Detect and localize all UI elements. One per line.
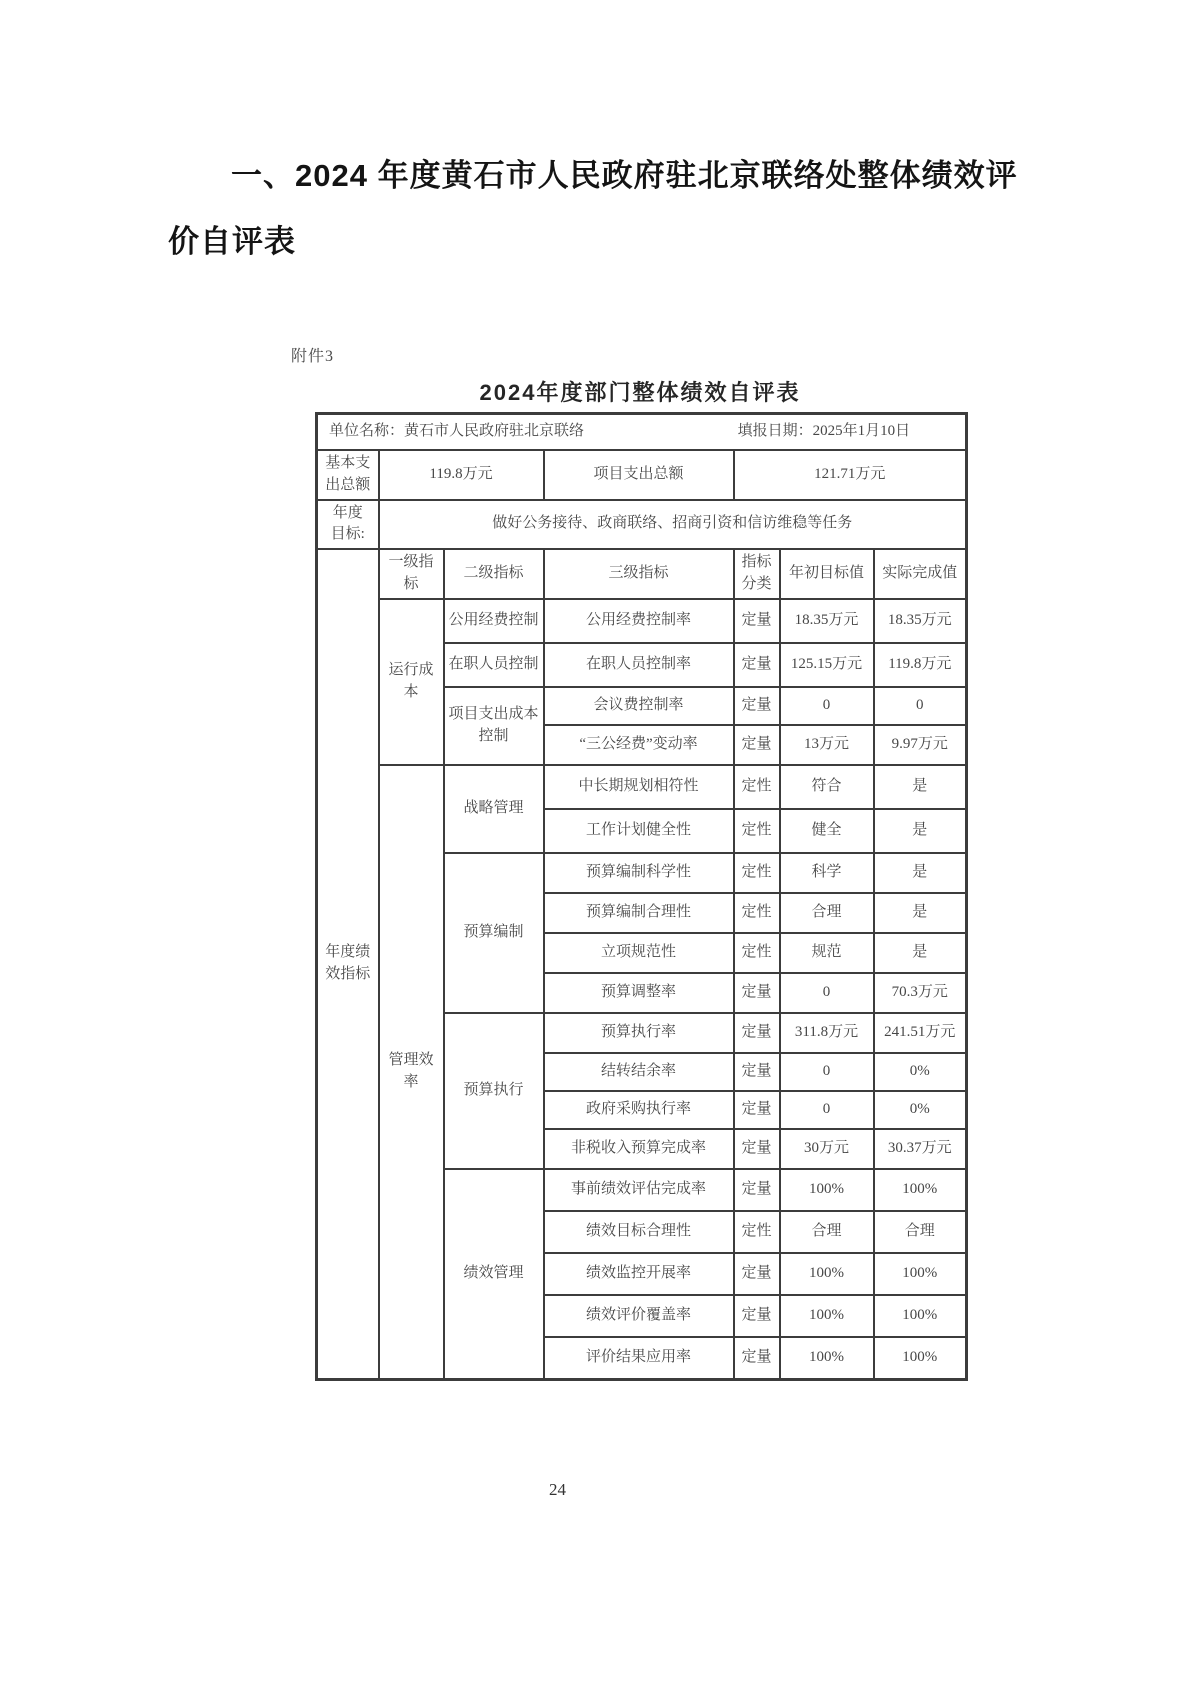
basic-expense-value: 119.8万元: [379, 450, 544, 500]
cell-type: 定量: [734, 1337, 780, 1380]
cell-actual: 100%: [874, 1253, 967, 1295]
cell-target: 0: [780, 973, 874, 1013]
page-heading-line1: 一、2024 年度黄石市人民政府驻北京联络处整体绩效评: [231, 158, 1018, 193]
cell-actual: 241.51万元: [874, 1013, 967, 1053]
cell-target: 125.15万元: [780, 643, 874, 687]
cell-actual: 是: [874, 809, 967, 853]
cell-actual: 0: [874, 687, 967, 725]
cell-indicator: 立项规范性: [544, 933, 734, 973]
cell-type: 定性: [734, 933, 780, 973]
cell-type: 定性: [734, 1211, 780, 1253]
cell-actual: 合理: [874, 1211, 967, 1253]
cell-actual: 是: [874, 853, 967, 893]
cell-target: 0: [780, 687, 874, 725]
cell-actual: 119.8万元: [874, 643, 967, 687]
cell-actual: 18.35万元: [874, 599, 967, 643]
cell-actual: 是: [874, 933, 967, 973]
col-header-level3: 三级指标: [544, 549, 734, 599]
cell-actual: 30.37万元: [874, 1129, 967, 1169]
cell-type: 定量: [734, 1129, 780, 1169]
col-header-target: 年初目标值: [780, 549, 874, 599]
cell-type: 定量: [734, 1013, 780, 1053]
cell-indicator: 工作计划健全性: [544, 809, 734, 853]
cell-level1: 运行成本: [379, 599, 444, 765]
cell-actual: 100%: [874, 1337, 967, 1380]
cell-target: 311.8万元: [780, 1013, 874, 1053]
attachment-label: 附件3: [291, 348, 335, 365]
cell-level2: 公用经费控制: [444, 599, 544, 643]
cell-indicator: 政府采购执行率: [544, 1091, 734, 1129]
cell-target: 18.35万元: [780, 599, 874, 643]
table-row: [317, 450, 967, 500]
cell-indicator: 预算执行率: [544, 1013, 734, 1053]
cell-indicator: 会议费控制率: [544, 687, 734, 725]
cell-target: 100%: [780, 1337, 874, 1380]
page-number: 24: [549, 1480, 566, 1499]
cell-indicator: “三公经费”变动率: [544, 725, 734, 765]
report-date: 填报日期：2025年1月10日: [737, 423, 911, 440]
cell-actual: 100%: [874, 1169, 967, 1211]
cell-indicator: 绩效评价覆盖率: [544, 1295, 734, 1337]
cell-type: 定量: [734, 1295, 780, 1337]
col-header-type: 指标分类: [734, 549, 780, 599]
cell-actual: 70.3万元: [874, 973, 967, 1013]
cell-actual: 是: [874, 765, 967, 809]
cell-level2: 在职人员控制: [444, 643, 544, 687]
cell-actual: 0%: [874, 1053, 967, 1091]
cell-indicator: 绩效目标合理性: [544, 1211, 734, 1253]
unit-name: 单位名称：黄石市人民政府驻北京联络: [329, 423, 585, 440]
cell-actual: 是: [874, 893, 967, 933]
cell-target: 100%: [780, 1295, 874, 1337]
table-row: [317, 500, 967, 550]
table-header-row: [317, 549, 967, 599]
col-header-level1: 一级指标: [379, 549, 444, 599]
page-heading-line2: 价自评表: [168, 224, 296, 259]
cell-indicator: 预算调整率: [544, 973, 734, 1013]
cell-actual: 0%: [874, 1091, 967, 1129]
cell-indicator: 评价结果应用率: [544, 1337, 734, 1380]
cell-indicator: 预算编制科学性: [544, 853, 734, 893]
cell-type: 定性: [734, 893, 780, 933]
unit-date-cell: [317, 414, 967, 451]
annual-goal-value: 做好公务接待、政商联络、招商引资和信访维稳等任务: [379, 500, 967, 550]
col-header-actual: 实际完成值: [874, 549, 967, 599]
cell-target: 100%: [780, 1169, 874, 1211]
project-expense-value: 121.71万元: [734, 450, 967, 500]
cell-type: 定量: [734, 725, 780, 765]
performance-table: [315, 412, 965, 1381]
annual-goal-label: 年度目标:: [317, 500, 379, 550]
basic-expense-label: 基本支出总额: [317, 450, 379, 500]
cell-level2: 预算执行: [444, 1013, 544, 1169]
cell-indicator: 事前绩效评估完成率: [544, 1169, 734, 1211]
cell-target: 合理: [780, 1211, 874, 1253]
cell-type: 定性: [734, 809, 780, 853]
cell-type: 定性: [734, 765, 780, 809]
cell-actual: 100%: [874, 1295, 967, 1337]
cell-target: 合理: [780, 893, 874, 933]
cell-level2: 战略管理: [444, 765, 544, 853]
cell-actual: 9.97万元: [874, 725, 967, 765]
cell-level2: 项目支出成本控制: [444, 687, 544, 765]
cell-type: 定量: [734, 643, 780, 687]
cell-type: 定性: [734, 853, 780, 893]
table-title: 2024年度部门整体绩效自评表: [479, 380, 801, 405]
annual-performance-indicator-label: 年度绩效指标: [317, 549, 379, 1380]
cell-indicator: 预算编制合理性: [544, 893, 734, 933]
cell-type: 定量: [734, 1091, 780, 1129]
cell-type: 定量: [734, 1169, 780, 1211]
cell-target: 0: [780, 1053, 874, 1091]
project-expense-label: 项目支出总额: [544, 450, 734, 500]
cell-type: 定量: [734, 687, 780, 725]
cell-type: 定量: [734, 599, 780, 643]
table-row: [317, 414, 967, 451]
cell-type: 定量: [734, 973, 780, 1013]
cell-indicator: 非税收入预算完成率: [544, 1129, 734, 1169]
cell-target: 100%: [780, 1253, 874, 1295]
cell-indicator: 公用经费控制率: [544, 599, 734, 643]
cell-target: 13万元: [780, 725, 874, 765]
table-row: [317, 765, 967, 809]
cell-target: 健全: [780, 809, 874, 853]
cell-target: 规范: [780, 933, 874, 973]
cell-indicator: 结转结余率: [544, 1053, 734, 1091]
cell-level2: 预算编制: [444, 853, 544, 1013]
cell-target: 符合: [780, 765, 874, 809]
cell-indicator: 中长期规划相符性: [544, 765, 734, 809]
cell-target: 科学: [780, 853, 874, 893]
cell-level2: 绩效管理: [444, 1169, 544, 1380]
cell-indicator: 绩效监控开展率: [544, 1253, 734, 1295]
cell-type: 定量: [734, 1053, 780, 1091]
col-header-level2: 二级指标: [444, 549, 544, 599]
cell-target: 30万元: [780, 1129, 874, 1169]
table-row: [317, 599, 967, 643]
cell-target: 0: [780, 1091, 874, 1129]
cell-type: 定量: [734, 1253, 780, 1295]
cell-indicator: 在职人员控制率: [544, 643, 734, 687]
cell-level1: 管理效率: [379, 765, 444, 1380]
